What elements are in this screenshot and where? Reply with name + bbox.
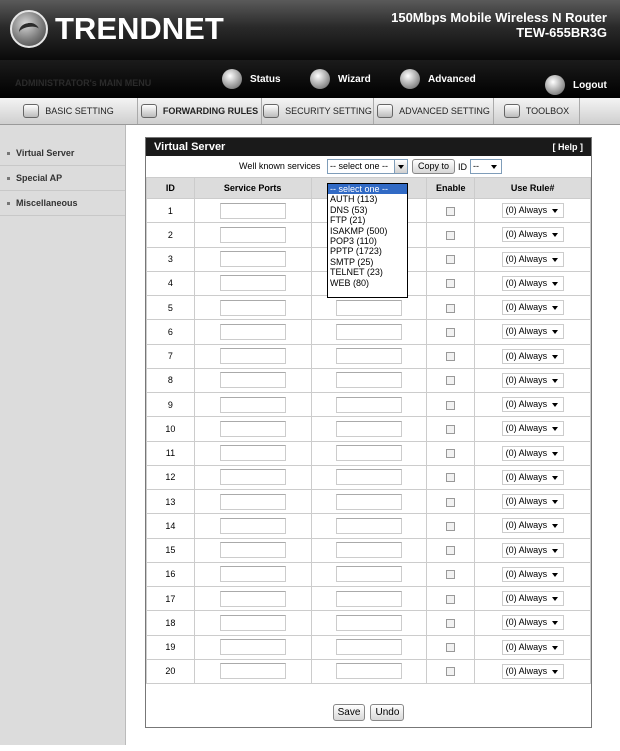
row-id: 9 bbox=[147, 393, 195, 417]
dropdown-option[interactable]: FTP (21) bbox=[330, 215, 366, 226]
row-id: 6 bbox=[147, 320, 195, 344]
table-row bbox=[147, 490, 591, 514]
server-ip-input[interactable] bbox=[336, 494, 402, 510]
sidebar-item-label: Miscellaneous bbox=[16, 198, 78, 208]
security-setting-icon bbox=[263, 104, 279, 118]
service-ports-cell bbox=[194, 296, 311, 320]
enable-checkbox[interactable] bbox=[446, 304, 455, 313]
server-ip-input[interactable] bbox=[336, 421, 402, 437]
service-ports-input[interactable] bbox=[220, 348, 286, 364]
row-id: 8 bbox=[147, 368, 195, 392]
enable-cell bbox=[427, 393, 475, 417]
form-buttons bbox=[146, 704, 591, 721]
well-known-services-label: Well known services bbox=[239, 161, 321, 171]
table-row bbox=[147, 320, 591, 344]
dropdown-option[interactable]: WEB (80) bbox=[330, 277, 370, 288]
enable-checkbox[interactable] bbox=[446, 352, 455, 361]
service-ports-cell bbox=[194, 465, 311, 489]
enable-checkbox[interactable] bbox=[446, 667, 455, 676]
table-row bbox=[147, 465, 591, 489]
tab-label: SECURITY SETTING bbox=[285, 106, 372, 116]
service-ports-cell bbox=[194, 247, 311, 271]
server-ip-input[interactable] bbox=[336, 372, 402, 388]
tab-security-setting[interactable] bbox=[262, 98, 374, 124]
server-ip-input[interactable] bbox=[336, 518, 402, 534]
wizard-icon bbox=[310, 69, 330, 89]
tab-label: ADVANCED SETTING bbox=[399, 106, 490, 116]
table-row bbox=[147, 514, 591, 538]
use-rule-select[interactable]: (0) Always bbox=[502, 543, 564, 558]
use-rule-select[interactable]: (0) Always bbox=[502, 446, 564, 461]
server-ip-cell bbox=[311, 393, 427, 417]
product-name bbox=[391, 10, 607, 40]
dropdown-option[interactable]: TELNET (23) bbox=[330, 267, 383, 278]
enable-checkbox[interactable] bbox=[446, 498, 455, 507]
server-ip-cell bbox=[311, 368, 427, 392]
status-menu-item[interactable] bbox=[222, 66, 281, 92]
enable-cell bbox=[427, 199, 475, 223]
use-rule-select[interactable]: (0) Always bbox=[502, 324, 564, 339]
service-ports-input[interactable] bbox=[220, 275, 286, 291]
row-id: 4 bbox=[147, 271, 195, 295]
server-ip-input[interactable] bbox=[336, 639, 402, 655]
dropdown-option[interactable]: SMTP (25) bbox=[330, 256, 374, 267]
enable-checkbox[interactable] bbox=[446, 231, 455, 240]
sidebar bbox=[0, 125, 126, 745]
use-rule-select[interactable]: (0) Always bbox=[502, 300, 564, 315]
use-rule-cell bbox=[475, 441, 591, 465]
service-ports-input[interactable] bbox=[220, 591, 286, 607]
service-ports-input[interactable] bbox=[220, 397, 286, 413]
model-number: TEW-655BR3G bbox=[516, 25, 607, 40]
copy-to-id-select[interactable] bbox=[470, 159, 502, 174]
panel-header bbox=[146, 138, 591, 156]
service-ports-input[interactable] bbox=[220, 639, 286, 655]
enable-cell bbox=[427, 611, 475, 635]
use-rule-cell bbox=[475, 344, 591, 368]
enable-cell bbox=[427, 296, 475, 320]
server-ip-cell bbox=[311, 635, 427, 659]
table-row bbox=[147, 538, 591, 562]
use-rule-cell bbox=[475, 417, 591, 441]
sidebar-item-special-ap[interactable] bbox=[0, 166, 125, 191]
tab-basic-setting[interactable] bbox=[0, 98, 138, 124]
tab-label: BASIC SETTING bbox=[45, 106, 114, 116]
server-ip-cell bbox=[311, 611, 427, 635]
product-description: 150Mbps Mobile Wireless N Router bbox=[391, 10, 607, 25]
col-use-rule-header: Use Rule# bbox=[475, 178, 591, 199]
wizard-label: Wizard bbox=[338, 73, 371, 85]
id-selected-value: -- bbox=[473, 161, 479, 171]
use-rule-select[interactable]: (0) Always bbox=[502, 276, 564, 291]
use-rule-select[interactable]: (0) Always bbox=[502, 227, 564, 242]
service-ports-cell bbox=[194, 344, 311, 368]
tab-forwarding-rules[interactable] bbox=[138, 98, 262, 124]
service-ports-input[interactable] bbox=[220, 566, 286, 582]
server-ip-cell bbox=[311, 587, 427, 611]
sidebar-item-label: Virtual Server bbox=[16, 148, 75, 158]
advanced-setting-icon bbox=[377, 104, 393, 118]
table-row bbox=[147, 441, 591, 465]
use-rule-cell bbox=[475, 514, 591, 538]
enable-checkbox[interactable] bbox=[446, 643, 455, 652]
service-ports-cell bbox=[194, 659, 311, 683]
server-ip-input[interactable] bbox=[336, 445, 402, 461]
tab-advanced-setting[interactable] bbox=[374, 98, 494, 124]
row-id: 19 bbox=[147, 635, 195, 659]
admin-menu-title: ADMINISTRATOR's MAIN MENU bbox=[15, 78, 152, 88]
use-rule-select[interactable]: (0) Always bbox=[502, 203, 564, 218]
use-rule-select[interactable]: (0) Always bbox=[502, 373, 564, 388]
sidebar-item-miscellaneous[interactable] bbox=[0, 191, 125, 216]
enable-checkbox[interactable] bbox=[446, 279, 455, 288]
use-rule-cell bbox=[475, 538, 591, 562]
service-ports-cell bbox=[194, 587, 311, 611]
chevron-down-icon bbox=[394, 160, 407, 173]
enable-cell bbox=[427, 562, 475, 586]
use-rule-select[interactable]: (0) Always bbox=[502, 470, 564, 485]
use-rule-select[interactable]: (0) Always bbox=[502, 349, 564, 364]
undo-button[interactable]: Undo bbox=[370, 704, 404, 721]
save-button[interactable]: Save bbox=[333, 704, 366, 721]
well-known-services-select[interactable] bbox=[327, 159, 408, 174]
use-rule-select[interactable]: (0) Always bbox=[502, 567, 564, 582]
server-ip-input[interactable] bbox=[336, 324, 402, 340]
server-ip-cell bbox=[311, 490, 427, 514]
bullet-icon bbox=[7, 152, 10, 155]
tab-toolbox[interactable] bbox=[494, 98, 580, 124]
server-ip-input[interactable] bbox=[336, 397, 402, 413]
row-id: 20 bbox=[147, 659, 195, 683]
help-link[interactable]: [ Help ] bbox=[552, 142, 583, 152]
service-ports-cell bbox=[194, 635, 311, 659]
use-rule-cell bbox=[475, 199, 591, 223]
row-id: 11 bbox=[147, 441, 195, 465]
main-menu-bar bbox=[0, 60, 620, 98]
use-rule-cell bbox=[475, 465, 591, 489]
table-row bbox=[147, 635, 591, 659]
server-ip-cell bbox=[311, 320, 427, 344]
enable-cell bbox=[427, 659, 475, 683]
server-ip-input[interactable] bbox=[336, 348, 402, 364]
col-service-ports-header: Service Ports bbox=[194, 178, 311, 199]
service-ports-cell bbox=[194, 538, 311, 562]
wizard-menu-item[interactable] bbox=[310, 66, 371, 92]
use-rule-select[interactable]: (0) Always bbox=[502, 591, 564, 606]
logout-label: Logout bbox=[573, 79, 607, 91]
use-rule-cell bbox=[475, 490, 591, 514]
enable-cell bbox=[427, 417, 475, 441]
use-rule-cell bbox=[475, 587, 591, 611]
enable-cell bbox=[427, 223, 475, 247]
forwarding-rules-icon bbox=[141, 104, 157, 118]
dropdown-option[interactable]: ISAKMP (500) bbox=[330, 225, 388, 236]
enable-checkbox[interactable] bbox=[446, 207, 455, 216]
table-row bbox=[147, 344, 591, 368]
service-ports-cell bbox=[194, 271, 311, 295]
enable-cell bbox=[427, 247, 475, 271]
row-id: 7 bbox=[147, 344, 195, 368]
row-id: 16 bbox=[147, 562, 195, 586]
use-rule-cell bbox=[475, 393, 591, 417]
toolbox-icon bbox=[504, 104, 520, 118]
server-ip-cell bbox=[311, 344, 427, 368]
service-ports-input[interactable] bbox=[220, 372, 286, 388]
use-rule-cell bbox=[475, 611, 591, 635]
enable-checkbox[interactable] bbox=[446, 522, 455, 531]
enable-cell bbox=[427, 514, 475, 538]
enable-checkbox[interactable] bbox=[446, 595, 455, 604]
enable-checkbox[interactable] bbox=[446, 401, 455, 410]
row-id: 14 bbox=[147, 514, 195, 538]
service-ports-input[interactable] bbox=[220, 227, 286, 243]
col-enable-header: Enable bbox=[427, 178, 475, 199]
table-row bbox=[147, 562, 591, 586]
service-ports-input[interactable] bbox=[220, 445, 286, 461]
table-row bbox=[147, 587, 591, 611]
services-dropdown-list[interactable] bbox=[327, 183, 408, 298]
use-rule-cell bbox=[475, 659, 591, 683]
enable-checkbox[interactable] bbox=[446, 546, 455, 555]
copy-to-button[interactable]: Copy to bbox=[412, 159, 455, 174]
service-ports-cell bbox=[194, 223, 311, 247]
service-ports-input[interactable] bbox=[220, 663, 286, 679]
service-ports-cell bbox=[194, 441, 311, 465]
enable-checkbox[interactable] bbox=[446, 376, 455, 385]
use-rule-cell bbox=[475, 635, 591, 659]
enable-cell bbox=[427, 320, 475, 344]
service-ports-input[interactable] bbox=[220, 518, 286, 534]
enable-cell bbox=[427, 271, 475, 295]
use-rule-cell bbox=[475, 296, 591, 320]
col-id-header: ID bbox=[147, 178, 195, 199]
enable-cell bbox=[427, 635, 475, 659]
basic-setting-icon bbox=[23, 104, 39, 118]
enable-checkbox[interactable] bbox=[446, 473, 455, 482]
use-rule-select[interactable]: (0) Always bbox=[502, 640, 564, 655]
advanced-menu-item[interactable] bbox=[400, 66, 476, 92]
status-icon bbox=[222, 69, 242, 89]
advanced-label: Advanced bbox=[428, 73, 476, 85]
service-ports-input[interactable] bbox=[220, 203, 286, 219]
dropdown-option[interactable]: AUTH (113) bbox=[330, 194, 378, 205]
tab-label: TOOLBOX bbox=[525, 106, 570, 116]
service-ports-cell bbox=[194, 320, 311, 344]
settings-tab-bar bbox=[0, 98, 620, 125]
bullet-icon bbox=[7, 177, 10, 180]
row-id: 1 bbox=[147, 199, 195, 223]
page-title: Virtual Server bbox=[154, 141, 226, 153]
dropdown-option[interactable]: DNS (53) bbox=[330, 204, 368, 215]
dropdown-option[interactable]: POP3 (110) bbox=[330, 235, 377, 246]
service-ports-input[interactable] bbox=[220, 494, 286, 510]
advanced-gears-icon bbox=[400, 69, 420, 89]
server-ip-input[interactable] bbox=[336, 566, 402, 582]
server-ip-input[interactable] bbox=[336, 615, 402, 631]
use-rule-select[interactable]: (0) Always bbox=[502, 494, 564, 509]
server-ip-input[interactable] bbox=[336, 300, 402, 316]
enable-checkbox[interactable] bbox=[446, 255, 455, 264]
table-row bbox=[147, 659, 591, 683]
server-ip-cell bbox=[311, 296, 427, 320]
server-ip-cell bbox=[311, 417, 427, 441]
use-rule-cell bbox=[475, 271, 591, 295]
service-ports-cell bbox=[194, 562, 311, 586]
row-id: 12 bbox=[147, 465, 195, 489]
dropdown-option[interactable]: PPTP (1723) bbox=[330, 246, 382, 257]
use-rule-cell bbox=[475, 562, 591, 586]
use-rule-select[interactable]: (0) Always bbox=[502, 518, 564, 533]
server-ip-input[interactable] bbox=[336, 542, 402, 558]
service-ports-cell bbox=[194, 514, 311, 538]
use-rule-select[interactable]: (0) Always bbox=[502, 615, 564, 630]
services-selected-value: -- select one -- bbox=[330, 161, 389, 171]
enable-cell bbox=[427, 441, 475, 465]
row-id: 13 bbox=[147, 490, 195, 514]
use-rule-select[interactable]: (0) Always bbox=[502, 664, 564, 679]
table-row bbox=[147, 611, 591, 635]
service-ports-cell bbox=[194, 199, 311, 223]
service-ports-cell bbox=[194, 417, 311, 441]
enable-checkbox[interactable] bbox=[446, 619, 455, 628]
service-ports-input[interactable] bbox=[220, 542, 286, 558]
row-id: 18 bbox=[147, 611, 195, 635]
enable-cell bbox=[427, 344, 475, 368]
server-ip-cell bbox=[311, 514, 427, 538]
well-known-services-row bbox=[146, 156, 591, 177]
chevron-down-icon bbox=[488, 160, 501, 173]
row-id: 10 bbox=[147, 417, 195, 441]
enable-cell bbox=[427, 465, 475, 489]
service-ports-input[interactable] bbox=[220, 615, 286, 631]
service-ports-cell bbox=[194, 368, 311, 392]
id-label: ID bbox=[458, 162, 467, 172]
server-ip-input[interactable] bbox=[336, 469, 402, 485]
service-ports-input[interactable] bbox=[220, 469, 286, 485]
row-id: 3 bbox=[147, 247, 195, 271]
server-ip-cell bbox=[311, 441, 427, 465]
logout-menu-item[interactable] bbox=[545, 72, 607, 98]
enable-cell bbox=[427, 368, 475, 392]
service-ports-cell bbox=[194, 490, 311, 514]
enable-checkbox[interactable] bbox=[446, 449, 455, 458]
enable-checkbox[interactable] bbox=[446, 328, 455, 337]
service-ports-input[interactable] bbox=[220, 251, 286, 267]
server-ip-cell bbox=[311, 659, 427, 683]
row-id: 5 bbox=[147, 296, 195, 320]
use-rule-select[interactable]: (0) Always bbox=[502, 421, 564, 436]
brand-name: TRENDNET bbox=[55, 11, 224, 46]
use-rule-select[interactable]: (0) Always bbox=[502, 397, 564, 412]
enable-checkbox[interactable] bbox=[446, 425, 455, 434]
server-ip-input[interactable] bbox=[336, 663, 402, 679]
use-rule-cell bbox=[475, 223, 591, 247]
service-ports-cell bbox=[194, 611, 311, 635]
bullet-icon bbox=[7, 202, 10, 205]
enable-checkbox[interactable] bbox=[446, 570, 455, 579]
enable-cell bbox=[427, 538, 475, 562]
row-id: 2 bbox=[147, 223, 195, 247]
server-ip-cell bbox=[311, 538, 427, 562]
trendnet-logo bbox=[10, 10, 224, 48]
enable-cell bbox=[427, 490, 475, 514]
header bbox=[0, 0, 620, 60]
enable-cell bbox=[427, 587, 475, 611]
logo-icon bbox=[10, 10, 48, 48]
logout-icon bbox=[545, 75, 565, 95]
use-rule-cell bbox=[475, 368, 591, 392]
use-rule-select[interactable]: (0) Always bbox=[502, 252, 564, 267]
tab-label: FORWARDING RULES bbox=[162, 106, 259, 116]
row-id: 15 bbox=[147, 538, 195, 562]
server-ip-input[interactable] bbox=[336, 591, 402, 607]
table-row bbox=[147, 296, 591, 320]
table-row bbox=[147, 393, 591, 417]
status-label: Status bbox=[250, 73, 281, 85]
server-ip-cell bbox=[311, 465, 427, 489]
service-ports-input[interactable] bbox=[220, 324, 286, 340]
dropdown-option[interactable]: -- select one -- bbox=[328, 184, 407, 194]
use-rule-cell bbox=[475, 320, 591, 344]
row-id: 17 bbox=[147, 587, 195, 611]
server-ip-cell bbox=[311, 562, 427, 586]
service-ports-input[interactable] bbox=[220, 421, 286, 437]
table-row bbox=[147, 417, 591, 441]
service-ports-cell bbox=[194, 393, 311, 417]
service-ports-input[interactable] bbox=[220, 300, 286, 316]
use-rule-cell bbox=[475, 247, 591, 271]
table-row bbox=[147, 368, 591, 392]
sidebar-item-virtual-server[interactable] bbox=[0, 141, 125, 166]
sidebar-item-label: Special AP bbox=[16, 173, 63, 183]
